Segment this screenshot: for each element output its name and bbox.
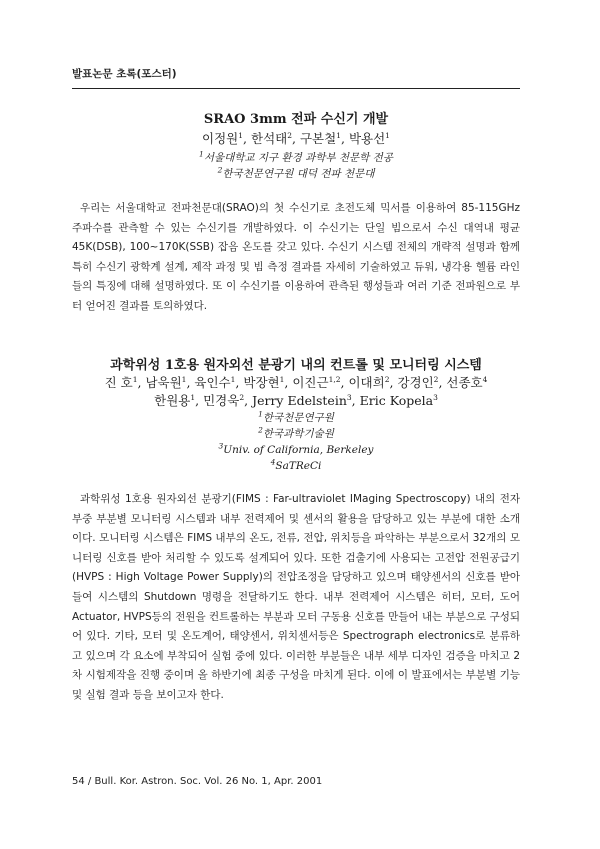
paper1-affiliations (72, 150, 520, 182)
author: 한원용 (154, 393, 191, 408)
section-label: 발표논문 초록(포스터) (72, 68, 177, 80)
author: 박장현 (243, 375, 280, 390)
affiliation: $^1$한국천문연구원 (258, 409, 334, 424)
page-footer: 54 / Bull. Kor. Astron. Soc. Vol. 26 No. 1, Apr. 2001 (72, 776, 323, 787)
author: 이정원 (202, 131, 239, 146)
author: 강경인 (397, 375, 434, 390)
affiliation: $^1$서울대학교 지구 환경 과학부 천문학 전공 (199, 149, 393, 164)
author: Eric Kopela (359, 393, 434, 408)
affiliation: $^3$Univ. of California, Berkeley (218, 441, 374, 456)
author: 선종호 (446, 375, 483, 390)
paper2-authors-line1: 진 호$^1$, 남욱원$^1$, 육인수$^1$, 박장현$^1$, 이진근$^{1,2}$, 이대희$^2$, 강경인$^2$, 선종호$^4$ (104, 374, 488, 390)
author: 구본철 (299, 131, 337, 146)
paper2-title: 과학위성 1호용 원자외선 분광기 내의 컨트롤 및 모니터링 시스템 (110, 358, 482, 373)
author: 한석태 (251, 131, 288, 146)
header-rule (72, 88, 520, 89)
author: 남욱원 (145, 375, 182, 390)
paper2-affiliations (72, 410, 520, 474)
paper1-authors: 이정원$^1$, 한석태$^2$, 구본철$^1$, 박용선$^1$ (202, 130, 390, 146)
author: 박용선 (348, 131, 386, 146)
affiliation: $^4$SaTReCi (270, 457, 322, 472)
author: 진 호 (104, 375, 133, 390)
author: Jerry Edelstein (252, 393, 347, 408)
affiliation: $^2$한국과학기술원 (258, 425, 334, 440)
author: 육인수 (194, 375, 231, 390)
paper2-abstract: 과학위성 1호용 원자외선 분광기(FIMS : Far-ultraviolet IMaging Spectroscopy) 내의 전자부중 부분별 모니터링 시스템과 내부 전력제어 및 센서의 활용을 담당하고 있는 부분에 대한 소개이다. 모니터링 시스템은 FIMS 내부의 온도, 전류, 전압, 위치등을 파악하는 부분으로서 32개의 모니터링 신호를 받아 처리할 수 있도록 설계되어 있다. 또한 검출기에 사용되는 고전압 전원공급기(HVPS : High Voltage Power Supply)의 전압조정을 담당하고 있으며 태양센서의 신호를 받아들여 시스템의 Shutdown 명령을 전달하기도 한다. 내부 전력제어 시스템은 히터, 모터, 도어Actuator, HVPS등의 전원을 컨트롤하는 부분과 모터 구동용 신호를 만들어 내는 부분으로 구성되어 있다. 기타, 모터 및 온도계어, 태양센서, 위치센서등은 Spectrograph electronics로 분류하고 있으며 각 요소에 부착되어 실험 중에 있다. 이러한 부분들은 내부 세부 디자인 검증을 마치고 2차 시험제작을 진행 중이며 올 하반기에 최종 구성을 마치게 된다. 이에 이 발표에서는 부분별 기능 및 실험 결과 등을 보이고자 한다. (72, 493, 520, 701)
author: 이진근 (292, 375, 329, 390)
paper1-title: SRAO 3mm 전파 수신기 개발 (203, 112, 389, 127)
paper2-authors-line2: 한원용$^1$, 민경욱$^2$, Jerry Edelstein$^3$, Eric Kopela$^3$ (154, 392, 438, 408)
author: 민경욱 (203, 393, 240, 408)
affiliation: $^2$한국천문연구원 대덕 전파 천문대 (217, 165, 375, 180)
paper1-abstract: 우리는 서울대학교 전파천문대(SRAO)의 첫 수신기로 초전도체 믹서를 이용하여 85-115GHz 주파수를 관측할 수 있는 수신기를 개발하였다. 이 수신기는 단일 빔으로서 수신 대역내 평균 45K(DSB), 100~170K(SSB) 잡음 온도를 갖고 있다. 수신기 시스템 전체의 개략적 설명과 함께 특히 수신기 광학계 설계, 제작 과정 및 빔 측정 결과를 자세히 기술하였고 듀워, 냉각용 헬륨 라인들의 특징에 대해 설명하였다. 또 이 수신기를 이용하여 관측된 행성들과 여러 기준 전파원으로 부터 얻어진 결과를 토의하였다. (72, 202, 520, 312)
author: 이대희 (348, 375, 385, 390)
